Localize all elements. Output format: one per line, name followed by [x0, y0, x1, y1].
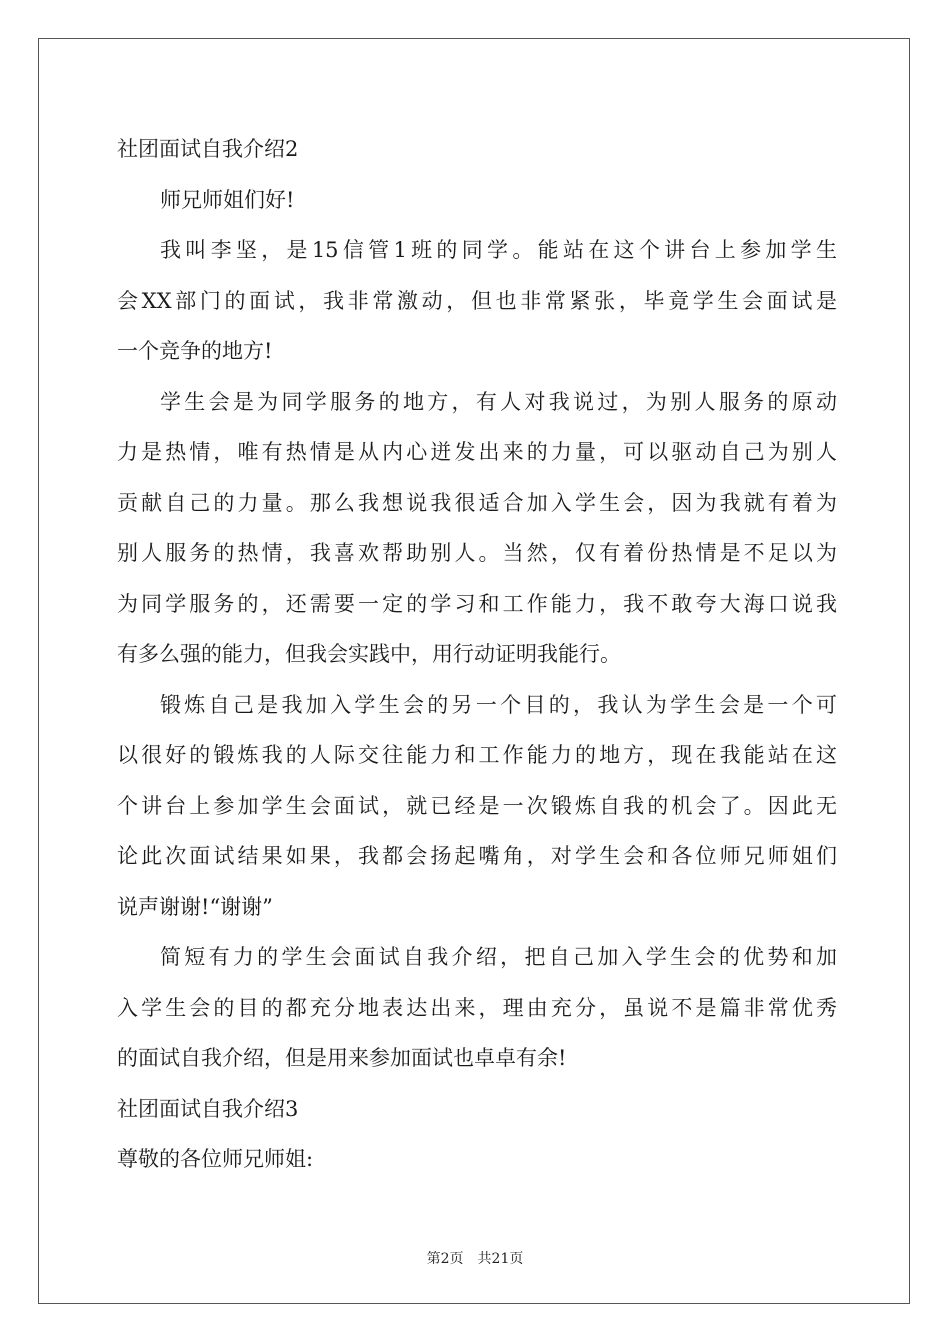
paragraph-1: [117, 225, 837, 377]
paragraph-line: 为同学服务的，还需要一定的学习和工作能力，我不敢夸大海口说我: [117, 591, 837, 616]
paragraph-line: 会XX部门的面试，我非常激动，但也非常紧张，毕竟学生会面试是: [117, 288, 837, 313]
greeting-3: 尊敬的各位师兄师姐:: [117, 1147, 314, 1171]
paragraph-line: 锻炼自己是我加入学生会的另一个目的，我认为学生会是一个可: [160, 692, 837, 717]
greeting-2: 师兄师姐们好!: [160, 187, 295, 212]
page-total: 共21页: [477, 1251, 524, 1267]
paragraph-4: [117, 932, 837, 1084]
paragraph-line: 简短有力的学生会面试自我介绍，把自己加入学生会的优势和加: [160, 945, 837, 969]
paragraph-line: 入学生会的目的都充分地表达出来，理由充分，虽说不是篇非常优秀: [117, 995, 837, 1020]
paragraph-line: 一个竞争的地方!: [117, 339, 273, 363]
paragraph-3: [117, 680, 837, 933]
section-heading-3: 社团面试自我介绍3: [117, 1096, 299, 1121]
paragraph-line: 论此次面试结果如果，我都会扬起嘴角，对学生会和各位师兄师姐们: [117, 844, 837, 868]
paragraph-line: 以很好的锻炼我的人际交往能力和工作能力的地方，现在我能站在这: [117, 743, 837, 767]
paragraph-line: 贡献自己的力量。那么我想说我很适合加入学生会，因为我就有着为: [117, 490, 837, 515]
paragraph-line: 力是热情，唯有热情是从内心迸发出来的力量，可以驱动自己为别人: [117, 440, 837, 464]
paragraph-2: [117, 377, 837, 680]
paragraph-line: 说声谢谢!“谢谢”: [117, 894, 273, 919]
paragraph-line: 别人服务的热情，我喜欢帮助别人。当然，仅有着份热情是不足以为: [117, 541, 837, 565]
page-footer: [0, 1248, 950, 1268]
paragraph-line: 学生会是为同学服务的地方，有人对我说过，为别人服务的原动: [160, 389, 837, 414]
paragraph-line: 有多么强的能力，但我会实践中，用行动证明我能行。: [117, 642, 621, 666]
paragraph-line: 的面试自我介绍，但是用来参加面试也卓卓有余!: [117, 1046, 567, 1070]
paragraph-line: 我叫李坚，是15信管1班的同学。能站在这个讲台上参加学生: [160, 238, 837, 262]
section-heading-2: 社团面试自我介绍2: [117, 137, 299, 161]
page-number: 第2页: [426, 1251, 464, 1267]
document-body: [117, 124, 837, 1185]
paragraph-line: 个讲台上参加学生会面试，就已经是一次锻炼自我的机会了。因此无: [117, 793, 837, 818]
